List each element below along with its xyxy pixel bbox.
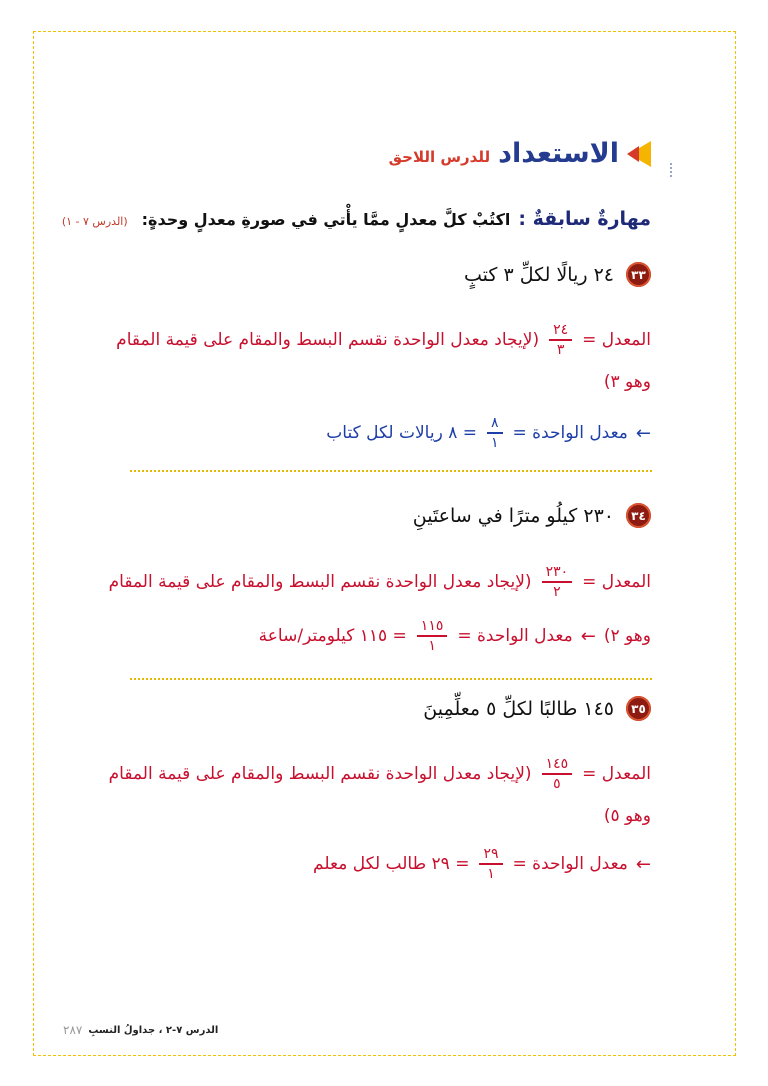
unit-rate-result: = ٨ ريالات لكل كتاب: [326, 423, 477, 443]
fraction-denominator: ١: [487, 866, 495, 882]
rate-fraction: [542, 756, 573, 792]
header-title: الاستعداد: [498, 138, 619, 169]
unit-rate-result: = ١١٥ كيلومتر/ساعة: [258, 626, 407, 646]
exercise-33-rate-line: [116, 322, 651, 358]
page-footer: [63, 1023, 218, 1037]
explanation-text: (لإيجاد معدل الواحدة نقسم البسط والمقام على قيمة المقام: [108, 572, 532, 592]
header-dots: [670, 163, 676, 177]
explanation-end-text: وهو ٥): [603, 806, 651, 826]
explanation-text: (لإيجاد معدل الواحدة نقسم البسط والمقام على قيمة المقام: [108, 764, 532, 784]
header-subtitle: للدرس اللاحق: [388, 147, 491, 166]
exercise-34-rate-line: [109, 564, 651, 600]
exercise-35-rate-line: [109, 756, 651, 792]
exercise-34-title: [413, 503, 651, 528]
unit-rate-fraction: [487, 415, 503, 451]
unit-rate-fraction: [479, 846, 502, 882]
fraction-denominator: ٣: [556, 342, 565, 358]
fraction-denominator: ١: [490, 435, 499, 451]
unit-rate-label: معدل الواحدة =: [512, 423, 628, 443]
fraction-denominator: ١: [428, 638, 436, 654]
fraction-denominator: ٢: [553, 584, 561, 600]
exercise-number-badge: ٣٤: [626, 503, 651, 528]
section-divider: [130, 470, 652, 472]
exercise-text: ٢٤ ريالًا لكلِّ ٣ كتبٍ: [463, 263, 614, 286]
exercise-33-unit-rate-line: [326, 415, 651, 451]
exercise-35-unit-rate-line: [313, 846, 651, 882]
unit-rate-result: = ٢٩ طالب لكل معلم: [313, 854, 470, 874]
unit-rate-label: معدل الواحدة =: [457, 626, 573, 646]
rate-label: المعدل =: [582, 330, 651, 350]
skill-label: مهارةٌ سابقةٌ :: [518, 208, 651, 230]
rate-fraction: [549, 322, 572, 358]
unit-rate-fraction: [417, 618, 448, 654]
result-arrow-icon: ←: [580, 625, 596, 647]
explanation-end-text: وهو ٢): [603, 626, 651, 646]
exercise-text: ١٤٥ طالبًا لكلِّ ٥ معلِّمِينَ: [423, 697, 614, 720]
exercise-number-badge: ٣٥: [626, 696, 651, 721]
rate-label: المعدل =: [582, 764, 651, 784]
rate-fraction: [542, 564, 573, 600]
fraction-numerator: ١١٥: [420, 618, 444, 634]
result-arrow-icon: ←: [635, 422, 651, 444]
section-divider: [130, 678, 652, 680]
exercise-33-explanation-end: [604, 372, 651, 392]
fraction-numerator: ١٤٥: [545, 756, 569, 772]
fraction-numerator: ٨: [490, 415, 499, 431]
header-arrow-icon: [629, 141, 651, 167]
page-border: [33, 31, 736, 1056]
exercise-33-title: [464, 262, 651, 287]
result-arrow-icon: ←: [635, 853, 651, 875]
skill-line: [62, 208, 651, 230]
explanation-end-text: وهو ٣): [603, 372, 651, 392]
fraction-numerator: ٢٤: [553, 322, 569, 338]
rate-label: المعدل =: [582, 572, 651, 592]
skill-instruction: اكتُبْ كلَّ معدلٍ ممَّا يأْتي في صورةِ معدلٍ وحدةٍ:: [141, 210, 511, 229]
explanation-text: (لإيجاد معدل الواحدة نقسم البسط والمقام على قيمة المقام: [116, 330, 540, 350]
exercise-35-explanation-end: [604, 806, 651, 826]
footer-lesson: الدرس ٧-٢ ، جداولُ النسبِ: [88, 1024, 219, 1036]
exercise-number-badge: ٣٣: [626, 262, 651, 287]
unit-rate-label: معدل الواحدة =: [512, 854, 628, 874]
fraction-denominator: ٥: [553, 776, 561, 792]
fraction-numerator: ٢٣٠: [545, 564, 569, 580]
exercise-35-title: [423, 696, 651, 721]
fraction-numerator: ٢٩: [483, 846, 499, 862]
footer-page-number: ٢٨٧: [63, 1023, 83, 1037]
exercise-text: ٢٣٠ كيلُو مترًا في ساعتَينِ: [412, 504, 614, 527]
exercise-34-unit-rate-line: [259, 618, 651, 654]
section-header: [389, 138, 651, 169]
skill-reference: (الدرس ٧ - ١): [61, 215, 128, 228]
